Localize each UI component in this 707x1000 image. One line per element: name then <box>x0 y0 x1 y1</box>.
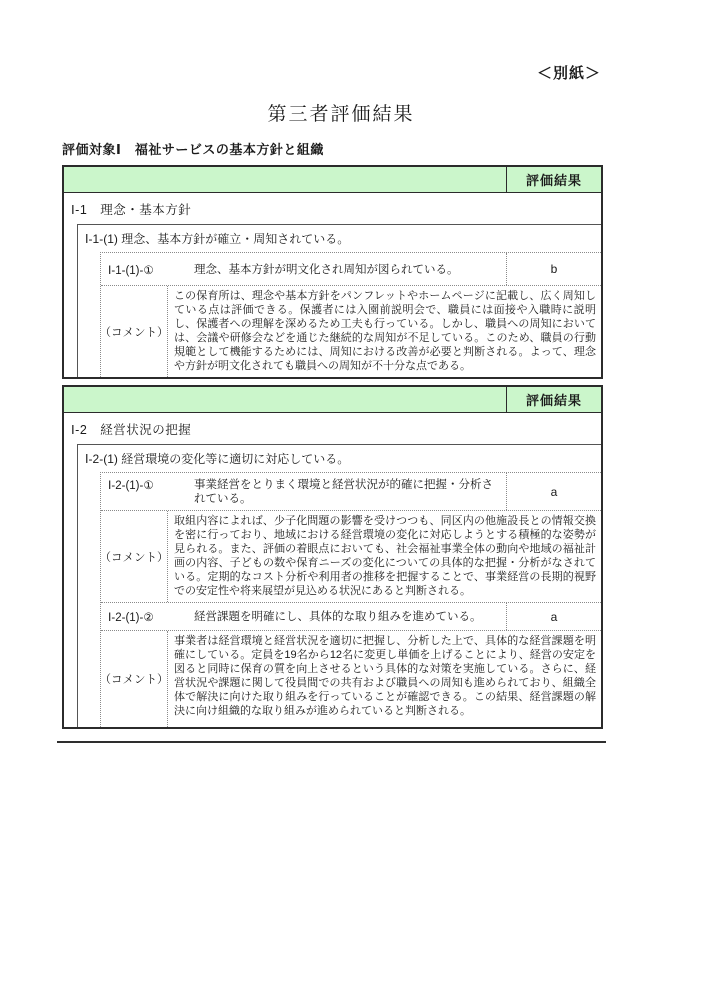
comment-label: （コメント） <box>99 551 169 564</box>
comment-row <box>101 631 601 727</box>
item-main-cell <box>101 473 506 510</box>
comment-row <box>101 286 601 377</box>
header-spacer <box>64 167 506 192</box>
result-header-label: 評価結果 <box>506 167 601 192</box>
category-row: Ⅰ-1 理念・基本方針 <box>71 202 192 217</box>
item-code: Ⅰ-1-(1)-① <box>108 264 154 277</box>
section-heading: 評価対象Ⅰ 福祉サービスの基本方針と組織 <box>62 142 324 157</box>
table2-header-row <box>64 387 601 413</box>
result-header-label: 評価結果 <box>506 387 601 412</box>
header-spacer <box>64 387 506 412</box>
comment-text: 取組内容によれば、少子化問題の影響を受けつつも、同区内の他施設長との情報交換を密に行っており、地域における経営環境の変化に対応しようとする積極的な姿勢が見られる。また、評価の着眼点においても、社会福祉事業全体の動向や地域の福祉計画の内容、子どもの数や保育ニーズの変化についての具体的な把握・分析がなされている。定期的なコスト分析や利用者の推移を把握することで、事業経営の長期的視野での安定性や将来展望が見込める状況にあると判断される。 <box>167 511 601 602</box>
category-row: Ⅰ-2 経営状況の把握 <box>71 422 192 437</box>
comment-label: （コメント） <box>99 326 169 339</box>
item-text: 事業経営をとりまく環境と経営状況が的確に把握・分析されている。 <box>194 479 493 505</box>
evaluation-table-2 <box>62 385 603 729</box>
grade-value: a <box>506 603 601 630</box>
item-code: Ⅰ-2-(1)-② <box>108 612 154 624</box>
item-main-cell <box>101 603 506 630</box>
subsection-box <box>77 224 601 377</box>
subsection-row: Ⅰ-1-(1) 理念、基本方針が確立・周知されている。 <box>85 232 350 246</box>
items-box <box>100 252 601 377</box>
item-code: Ⅰ-2-(1)-① <box>108 480 154 492</box>
table1-header-row <box>64 167 601 193</box>
subsection-row: Ⅰ-2-(1) 経営環境の変化等に適切に対応している。 <box>85 452 350 466</box>
evaluation-item-row <box>101 253 601 286</box>
item-text: 経営課題を明確にし、具体的な取り組みを進めている。 <box>194 611 482 623</box>
section-divider-line <box>57 741 606 743</box>
grade-value: b <box>506 253 601 285</box>
subsection-box <box>77 444 601 727</box>
comment-row <box>101 511 601 603</box>
page-title: 第三者評価結果 <box>267 104 415 125</box>
evaluation-item-row <box>101 603 601 631</box>
grade-value: a <box>506 473 601 510</box>
item-text: 理念、基本方針が明文化され周知が図られている。 <box>194 263 459 276</box>
item-main-cell <box>101 253 506 285</box>
comment-label: （コメント） <box>99 674 169 686</box>
comment-text: 事業者は経営環境と経営状況を適切に把握し、分析した上で、具体的な経営課題を明確にしている。定員を19名から12名に変更し単価を上げることにより、経営の安定を図ると同時に保育の質を向上させるという具体的な対策を実施している。さらに、経営状況や課題に関して役員間での共有および職員への周知も進められており、組織全体で解決に向けた取り組みを行っていることが確認できる。この結果、経営課題の解決に向け組織的な取り組みが進められていると判断される。 <box>167 631 601 727</box>
corner-note: ＜別紙＞ <box>536 65 601 82</box>
evaluation-table-1 <box>62 165 603 379</box>
evaluation-item-row <box>101 473 601 511</box>
items-box <box>100 472 601 727</box>
comment-text: この保育所は、理念や基本方針をパンフレットやホームページに記載し、広く周知している点は評価できる。保護者には入園前説明会で、職員には面接や入職時に説明し、保護者への理解を深めるため工夫も行っている。しかし、職員への周知においては、会議や研修会などを通じた継続的な周知が不足している。このため、職員の行動規範として機能するためには、周知における改善が必要と判断される。よって、理念や方針が明文化されても職員への周知が不十分な点である。 <box>167 286 601 377</box>
